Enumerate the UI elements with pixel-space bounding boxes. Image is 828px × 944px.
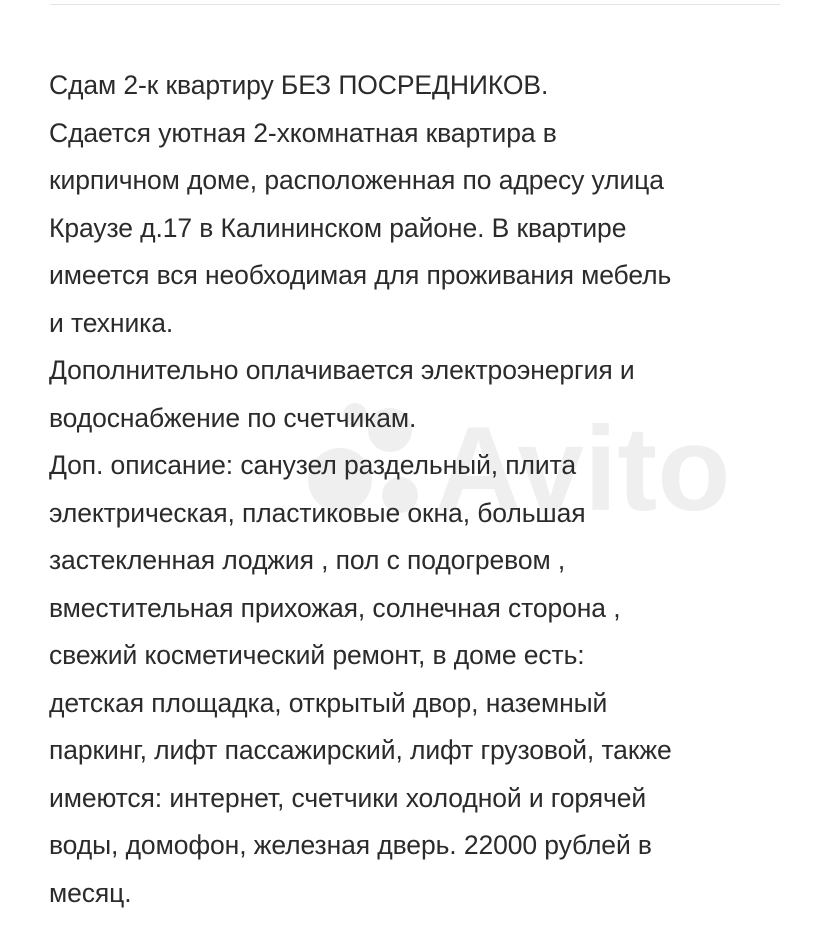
description-paragraph-title: Сдам 2-к квартиру БЕЗ ПОСРЕДНИКОВ. — [49, 70, 549, 100]
description-paragraph-details: Доп. описание: санузел раздельный, плита электрическая, пластиковые окна, большая застекленная лоджия , пол с подогревом , вместительная прихожая, солнечная сторона , свежий косметический ремонт, в доме есть: детская площадка, открытый двор, наземный паркинг, лифт пассажирский, лифт грузовой, также имеются: интернет, счетчики холодной и горячей воды, домофон, железная дверь. 22000 рублей в месяц. — [49, 450, 672, 908]
description-paragraph-main: Сдается уютная 2-хкомнатная квартира в кирпичном доме, расположенная по адресу улица Краузе д.17 в Калининском районе. В квартире имеется вся необходимая для проживания мебель и техника. — [49, 117, 672, 338]
avito-watermark-text: Avito — [435, 402, 731, 536]
description-paragraph-utilities: Дополнительно оплачивается электроэнергия и водоснабжение по счетчикам. — [49, 355, 635, 433]
listing-description — [49, 62, 789, 917]
top-divider — [50, 4, 780, 5]
